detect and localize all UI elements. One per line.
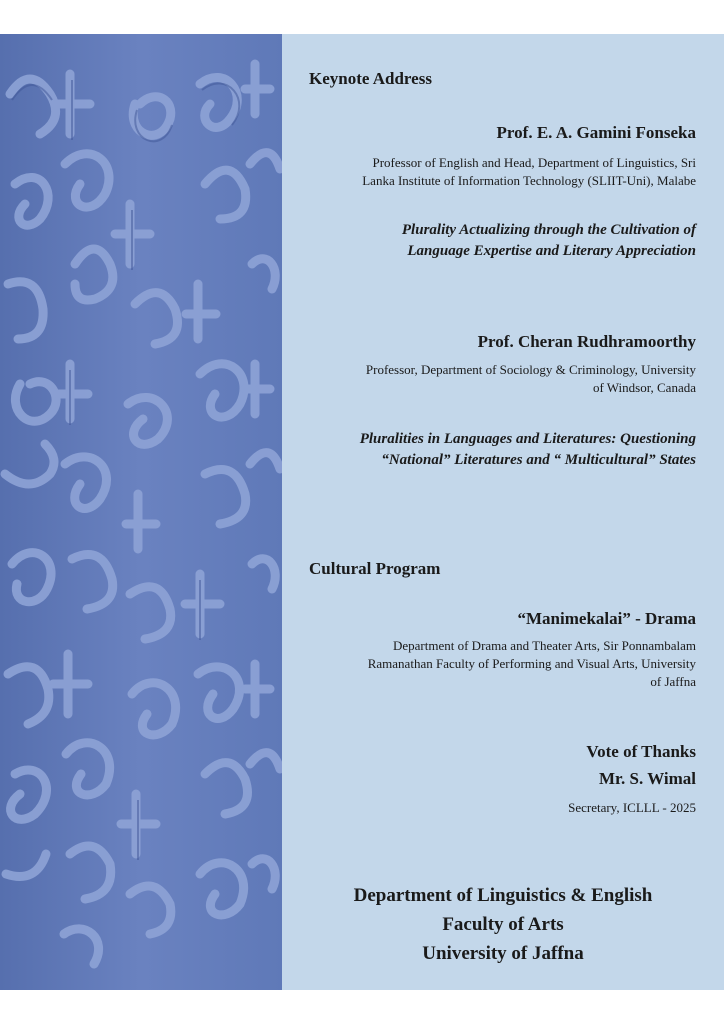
speaker-1-affiliation-line: Lanka Institute of Information Technology (SLIIT-Uni), Malabe — [362, 173, 696, 188]
speaker-1-affiliation-line: Professor of English and Head, Department of Linguistics, Sri — [372, 155, 696, 170]
speaker-2-talk-line: “National” Literatures and “ Multicultural” States — [381, 452, 696, 468]
cultural-item-line: Ramanathan Faculty of Performing and Visual Arts, University — [367, 656, 696, 671]
speaker-2-affiliation — [296, 361, 696, 397]
speaker-2-talk-title — [276, 429, 696, 471]
vote-of-thanks-role: Secretary, ICLLL - 2025 — [568, 800, 696, 815]
organizer-university: University of Jaffna — [422, 943, 584, 964]
keynote-heading: Keynote Address — [309, 69, 432, 88]
cultural-item-line: Department of Drama and Theater Arts, Sir Ponnambalam — [392, 638, 696, 653]
cultural-heading: Cultural Program — [309, 559, 441, 578]
speaker-2-affiliation-line: of Windsor, Canada — [592, 380, 696, 395]
cultural-item-title: “Manimekalai” - Drama — [517, 609, 696, 628]
speaker-1-affiliation — [296, 154, 696, 190]
speaker-1-talk-line: Plurality Actualizing through the Cultivation of — [401, 222, 696, 238]
cultural-item-description — [296, 637, 696, 691]
speaker-2-name: Prof. Cheran Rudhramoorthy — [477, 332, 696, 351]
organizer-faculty: Faculty of Arts — [442, 914, 564, 935]
speaker-2-affiliation-line: Professor, Department of Sociology & Criminology, University — [365, 362, 696, 377]
program-panel — [282, 34, 724, 990]
vote-of-thanks-heading: Vote of Thanks — [586, 742, 696, 761]
organizer-block — [282, 881, 724, 968]
speaker-1-talk-line: Language Expertise and Literary Appreciation — [407, 243, 696, 259]
cultural-item-line: of Jaffna — [650, 674, 696, 689]
speaker-2-talk-line: Pluralities in Languages and Literatures: Questioning — [359, 431, 696, 447]
vote-of-thanks-speaker: Mr. S. Wimal — [599, 769, 696, 788]
program-page — [0, 34, 724, 990]
engraved-script-illustration — [0, 34, 282, 990]
inscription-image — [0, 34, 282, 990]
speaker-1-talk-title — [296, 220, 696, 262]
speaker-1-name: Prof. E. A. Gamini Fonseka — [496, 123, 696, 142]
organizer-department: Department of Linguistics & English — [353, 885, 653, 906]
